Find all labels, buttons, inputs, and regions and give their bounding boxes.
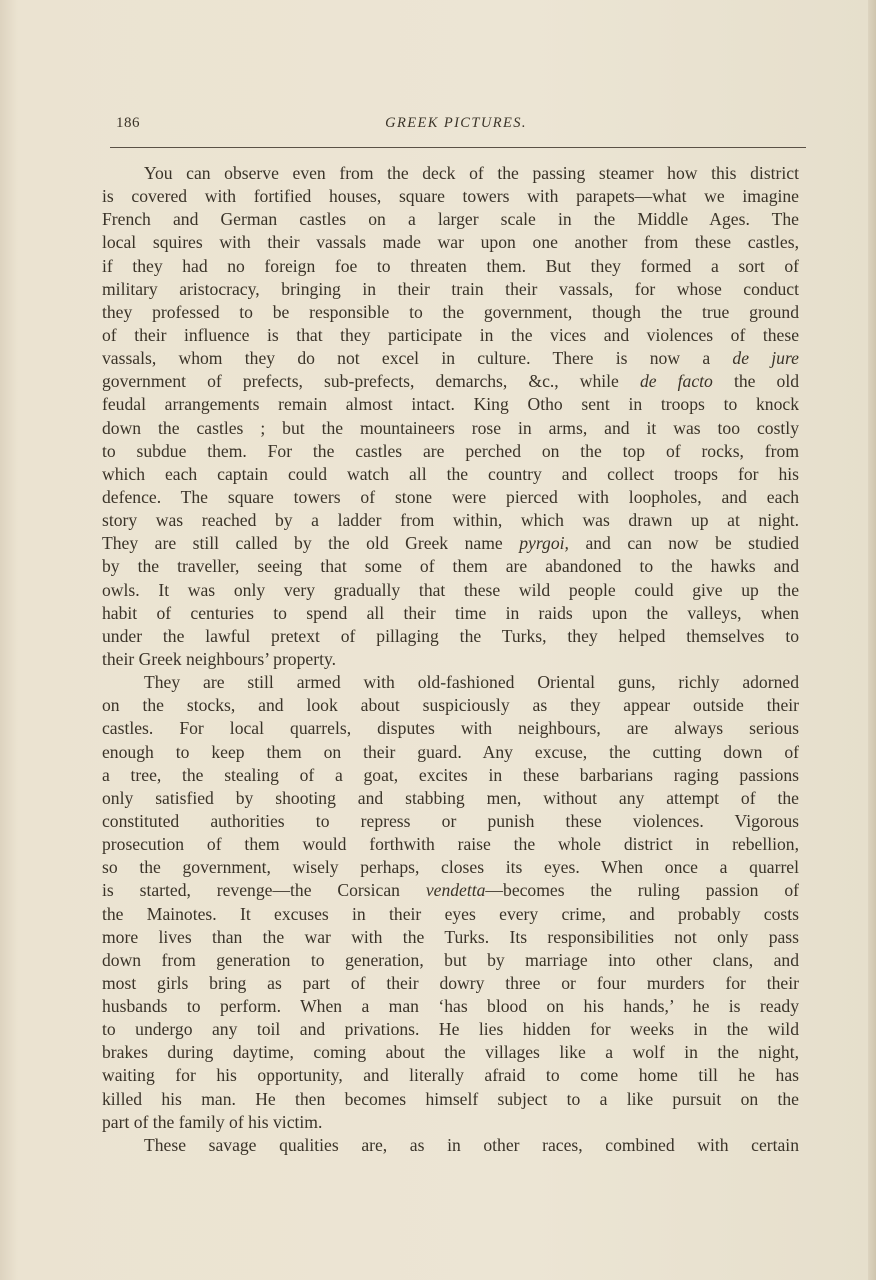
text-run: vassals, whom they do not excel in culture. There is now a — [102, 348, 711, 369]
text-line — [102, 347, 799, 370]
text-line: castles. For local quarrels, disputes with neighbours, are always serious — [102, 718, 799, 739]
text-line: if they had no foreign foe to threaten them. But they formed a sort of — [102, 255, 799, 276]
text-run: —becomes the ruling passion of — [485, 880, 799, 901]
text-line: feudal arrangements remain almost intact. King Otho sent in troops to knock — [102, 394, 799, 415]
page-header — [116, 115, 796, 137]
text-run: and can now be studied — [585, 533, 799, 554]
text-line: owls. It was only very gradually that these wild people could give up the — [102, 579, 799, 600]
text-line — [102, 370, 799, 393]
text-line: down from generation to generation, but by marriage into other clans, and — [102, 949, 799, 970]
text-line: under the lawful pretext of pillaging the Turks, they helped themselves to — [102, 625, 799, 646]
text-line: on the stocks, and look about suspiciously as they appear outside their — [102, 695, 799, 716]
running-title: GREEK PICTURES. — [385, 115, 527, 131]
text-run: government of prefects, sub-prefects, demarchs, &c., while — [102, 371, 619, 392]
body-text — [102, 162, 799, 1157]
text-line: constituted authorities to repress or punish these violences. Vigorous — [102, 810, 799, 831]
text-line: so the government, wisely perhaps, closes its eyes. When once a quarrel — [102, 857, 799, 878]
text-line: killed his man. He then becomes himself subject to a like pursuit on the — [102, 1088, 799, 1109]
text-run: the old — [733, 371, 799, 392]
text-run: is started, revenge—the Corsican — [102, 880, 400, 901]
text-line: husbands to perform. When a man ‘has blood on his hands,’ he is ready — [102, 996, 799, 1017]
text-line: local squires with their vassals made war upon one another from these castles, — [102, 232, 799, 253]
text-line: These savage qualities are, as in other races, combined with certain — [144, 1134, 799, 1155]
text-line: the Mainotes. It excuses in their eyes every crime, and probably costs — [102, 903, 799, 924]
header-rule — [110, 147, 806, 148]
text-line: their Greek neighbours’ property. — [102, 648, 337, 669]
text-line: by the traveller, seeing that some of them are abandoned to the hawks and — [102, 556, 799, 577]
text-line — [102, 879, 799, 902]
page-edge — [868, 0, 876, 1280]
page-number: 186 — [116, 115, 140, 131]
text-line: military aristocracy, bringing in their train their vassals, for whose conduct — [102, 278, 799, 299]
italic-term: vendetta — [425, 880, 486, 901]
text-line: You can observe even from the deck of the passing steamer how this district — [144, 163, 799, 183]
text-line: a tree, the stealing of a goat, excites in these barbarians raging passions — [102, 764, 799, 785]
text-line: habit of centuries to spend all their time in raids upon the valleys, when — [102, 602, 799, 623]
text-run: They are still called by the old Greek name — [102, 533, 503, 554]
text-line: enough to keep them on their guard. Any excuse, the cutting down of — [102, 741, 799, 762]
text-line: waiting for his opportunity, and literally afraid to come home till he has — [102, 1065, 799, 1086]
text-line: part of the family of his victim. — [102, 1111, 323, 1132]
text-line: most girls bring as part of their dowry three or four murders for their — [102, 972, 799, 993]
text-line: to subdue them. For the castles are perched on the top of rocks, from — [102, 440, 799, 461]
text-line: to undergo any toil and privations. He lies hidden for weeks in the wild — [102, 1019, 799, 1040]
italic-term: pyrgoi, — [519, 533, 569, 554]
text-line: They are still armed with old-fashioned Oriental guns, richly adorned — [144, 672, 799, 693]
text-line: only satisfied by shooting and stabbing men, without any attempt of the — [102, 787, 799, 808]
text-line: story was reached by a ladder from within, which was drawn up at night. — [102, 510, 799, 531]
text-line: they professed to be responsible to the government, though the true ground — [102, 301, 799, 322]
text-line: defence. The square towers of stone were pierced with loopholes, and each — [102, 486, 799, 507]
italic-term: de jure — [732, 348, 799, 369]
text-line: prosecution of them would forthwith raise the whole district in rebellion, — [102, 834, 799, 855]
text-line: which each captain could watch all the country and collect troops for his — [102, 463, 799, 484]
italic-term: de facto — [639, 371, 713, 392]
text-line: is covered with fortified houses, square towers with parapets—what we imagine — [102, 186, 799, 207]
text-line: down the castles ; but the mountaineers rose in arms, and it was too costly — [102, 417, 799, 438]
text-line: French and German castles on a larger scale in the Middle Ages. The — [102, 209, 799, 230]
text-line — [102, 532, 799, 555]
text-line: of their influence is that they participate in the vices and violences of these — [102, 324, 799, 345]
text-line: more lives than the war with the Turks. Its responsibilities not only pass — [102, 926, 799, 947]
text-line: brakes during daytime, coming about the villages like a wolf in the night, — [102, 1042, 799, 1063]
